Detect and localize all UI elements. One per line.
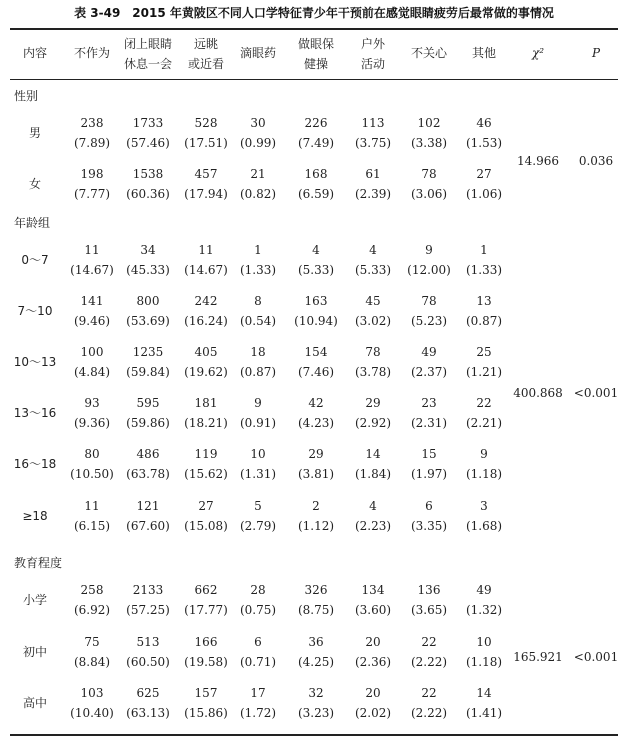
cell-count: 3 bbox=[480, 499, 488, 513]
header-look-far-2: 或近看 bbox=[187, 57, 225, 71]
cell-percent: (1.32) bbox=[465, 603, 503, 617]
cell-count: 662 bbox=[194, 583, 218, 597]
cell-percent: (1.18) bbox=[465, 467, 503, 481]
cell-percent: (1.68) bbox=[465, 519, 503, 533]
cell-percent: (4.84) bbox=[73, 365, 111, 379]
cell-percent: (12.00) bbox=[407, 263, 451, 277]
cell-percent: (3.65) bbox=[410, 603, 448, 617]
cell-count: 595 bbox=[136, 396, 160, 410]
cell-count: 20 bbox=[365, 635, 381, 649]
cell-count: 78 bbox=[421, 167, 437, 181]
cell-count: 1733 bbox=[132, 116, 164, 130]
cell-percent: (53.69) bbox=[126, 314, 170, 328]
cell-count: 61 bbox=[365, 167, 381, 181]
cell-count: 163 bbox=[304, 294, 328, 308]
cell-count: 1538 bbox=[132, 167, 164, 181]
cell-percent: (0.87) bbox=[239, 365, 277, 379]
cell-count: 11 bbox=[84, 243, 100, 257]
cell-count: 28 bbox=[250, 583, 266, 597]
cell-percent: (1.53) bbox=[465, 136, 503, 150]
cell-percent: (19.62) bbox=[184, 365, 228, 379]
row-label: 13～16 bbox=[13, 406, 57, 420]
cell-percent: (57.25) bbox=[126, 603, 170, 617]
cell-percent: (0.91) bbox=[239, 416, 277, 430]
cell-percent: (0.99) bbox=[239, 136, 277, 150]
cell-count: 10 bbox=[250, 447, 266, 461]
header-close-eyes-1: 闭上眼睛 bbox=[123, 37, 173, 51]
cell-count: 4 bbox=[369, 499, 377, 513]
cell-percent: (7.89) bbox=[73, 136, 111, 150]
cell-count: 258 bbox=[80, 583, 104, 597]
group-label: 年龄组 bbox=[14, 216, 51, 230]
cell-count: 154 bbox=[304, 345, 328, 359]
cell-count: 119 bbox=[194, 447, 218, 461]
cell-count: 36 bbox=[308, 635, 324, 649]
cell-percent: (1.41) bbox=[465, 706, 503, 720]
cell-count: 49 bbox=[421, 345, 437, 359]
header-rule bbox=[10, 79, 618, 80]
header-eye-drops: 滴眼药 bbox=[239, 46, 277, 60]
cell-count: 166 bbox=[194, 635, 218, 649]
cell-percent: (10.40) bbox=[70, 706, 114, 720]
cell-percent: (2.39) bbox=[354, 187, 392, 201]
cell-percent: (2.21) bbox=[465, 416, 503, 430]
cell-count: 1235 bbox=[132, 345, 164, 359]
cell-percent: (10.94) bbox=[294, 314, 338, 328]
cell-count: 11 bbox=[84, 499, 100, 513]
cell-percent: (1.18) bbox=[465, 655, 503, 669]
header-p-value: P bbox=[591, 46, 601, 60]
cell-percent: (1.12) bbox=[297, 519, 335, 533]
cell-percent: (7.77) bbox=[73, 187, 111, 201]
header-content: 内容 bbox=[22, 46, 48, 60]
cell-count: 46 bbox=[476, 116, 492, 130]
cell-percent: (1.31) bbox=[239, 467, 277, 481]
cell-count: 800 bbox=[136, 294, 160, 308]
cell-percent: (59.86) bbox=[126, 416, 170, 430]
cell-count: 80 bbox=[84, 447, 100, 461]
cell-count: 29 bbox=[308, 447, 324, 461]
cell-count: 8 bbox=[254, 294, 262, 308]
cell-percent: (3.02) bbox=[354, 314, 392, 328]
cell-percent: (6.59) bbox=[297, 187, 335, 201]
cell-count: 134 bbox=[361, 583, 385, 597]
cell-percent: (1.33) bbox=[465, 263, 503, 277]
cell-count: 4 bbox=[312, 243, 320, 257]
cell-count: 528 bbox=[194, 116, 218, 130]
cell-percent: (59.84) bbox=[126, 365, 170, 379]
cell-percent: (0.71) bbox=[239, 655, 277, 669]
cell-percent: (5.23) bbox=[410, 314, 448, 328]
cell-percent: (2.31) bbox=[410, 416, 448, 430]
cell-percent: (3.78) bbox=[354, 365, 392, 379]
cell-percent: (0.82) bbox=[239, 187, 277, 201]
cell-count: 21 bbox=[250, 167, 266, 181]
chi-square-value: 400.868 bbox=[513, 386, 563, 400]
cell-percent: (60.50) bbox=[126, 655, 170, 669]
header-eye-exercise-1: 做眼保 bbox=[297, 37, 335, 51]
cell-percent: (3.23) bbox=[297, 706, 335, 720]
cell-percent: (60.36) bbox=[126, 187, 170, 201]
cell-count: 1 bbox=[480, 243, 488, 257]
cell-count: 22 bbox=[421, 686, 437, 700]
cell-percent: (1.84) bbox=[354, 467, 392, 481]
cell-percent: (17.94) bbox=[184, 187, 228, 201]
cell-percent: (6.15) bbox=[73, 519, 111, 533]
cell-count: 20 bbox=[365, 686, 381, 700]
cell-percent: (18.21) bbox=[184, 416, 228, 430]
row-label: 16～18 bbox=[13, 457, 57, 471]
cell-count: 103 bbox=[80, 686, 104, 700]
header-outdoor-2: 活动 bbox=[360, 57, 386, 71]
cell-count: 141 bbox=[80, 294, 104, 308]
header-look-far-1: 远眺 bbox=[193, 37, 219, 51]
row-label: 0～7 bbox=[21, 253, 49, 267]
cell-percent: (3.38) bbox=[410, 136, 448, 150]
cell-percent: (8.75) bbox=[297, 603, 335, 617]
cell-count: 93 bbox=[84, 396, 100, 410]
cell-count: 25 bbox=[476, 345, 492, 359]
cell-percent: (5.33) bbox=[297, 263, 335, 277]
cell-percent: (7.46) bbox=[297, 365, 335, 379]
cell-percent: (4.25) bbox=[297, 655, 335, 669]
cell-count: 14 bbox=[476, 686, 492, 700]
cell-count: 136 bbox=[417, 583, 441, 597]
cell-percent: (45.33) bbox=[126, 263, 170, 277]
cell-count: 75 bbox=[84, 635, 100, 649]
cell-percent: (1.21) bbox=[465, 365, 503, 379]
cell-percent: (2.23) bbox=[354, 519, 392, 533]
cell-count: 405 bbox=[194, 345, 218, 359]
cell-count: 11 bbox=[198, 243, 214, 257]
cell-percent: (0.75) bbox=[239, 603, 277, 617]
cell-count: 100 bbox=[80, 345, 104, 359]
cell-count: 45 bbox=[365, 294, 381, 308]
row-label: 初中 bbox=[22, 645, 48, 659]
cell-percent: (1.33) bbox=[239, 263, 277, 277]
cell-percent: (2.22) bbox=[410, 655, 448, 669]
chi-square-value: 14.966 bbox=[517, 154, 559, 168]
cell-count: 5 bbox=[254, 499, 262, 513]
cell-percent: (9.36) bbox=[73, 416, 111, 430]
cell-percent: (63.13) bbox=[126, 706, 170, 720]
cell-count: 42 bbox=[308, 396, 324, 410]
cell-count: 22 bbox=[476, 396, 492, 410]
row-label: 男 bbox=[28, 126, 42, 140]
cell-percent: (3.81) bbox=[297, 467, 335, 481]
p-value: <0.001 bbox=[573, 650, 619, 664]
header-eye-exercise-2: 健操 bbox=[303, 57, 329, 71]
cell-percent: (2.79) bbox=[239, 519, 277, 533]
cell-count: 30 bbox=[250, 116, 266, 130]
cell-count: 113 bbox=[361, 116, 385, 130]
cell-count: 4 bbox=[369, 243, 377, 257]
cell-percent: (14.67) bbox=[184, 263, 228, 277]
cell-count: 32 bbox=[308, 686, 324, 700]
cell-percent: (3.75) bbox=[354, 136, 392, 150]
cell-percent: (63.78) bbox=[126, 467, 170, 481]
cell-count: 27 bbox=[198, 499, 214, 513]
cell-percent: (2.92) bbox=[354, 416, 392, 430]
cell-count: 1 bbox=[254, 243, 262, 257]
cell-percent: (1.06) bbox=[465, 187, 503, 201]
cell-count: 29 bbox=[365, 396, 381, 410]
row-label: 高中 bbox=[22, 696, 48, 710]
cell-count: 23 bbox=[421, 396, 437, 410]
cell-percent: (6.92) bbox=[73, 603, 111, 617]
cell-percent: (2.22) bbox=[410, 706, 448, 720]
cell-percent: (7.49) bbox=[297, 136, 335, 150]
row-label: ≥18 bbox=[22, 509, 48, 523]
cell-percent: (15.62) bbox=[184, 467, 228, 481]
cell-percent: (17.77) bbox=[184, 603, 228, 617]
cell-count: 226 bbox=[304, 116, 328, 130]
cell-count: 15 bbox=[421, 447, 437, 461]
cell-percent: (67.60) bbox=[126, 519, 170, 533]
cell-count: 513 bbox=[136, 635, 160, 649]
row-label: 小学 bbox=[22, 593, 48, 607]
group-label: 性别 bbox=[14, 89, 39, 103]
cell-count: 198 bbox=[80, 167, 104, 181]
top-rule bbox=[10, 28, 618, 30]
cell-percent: (19.58) bbox=[184, 655, 228, 669]
cell-count: 238 bbox=[80, 116, 104, 130]
cell-count: 78 bbox=[365, 345, 381, 359]
cell-percent: (2.37) bbox=[410, 365, 448, 379]
header-close-eyes-2: 休息一会 bbox=[123, 57, 173, 71]
cell-percent: (15.86) bbox=[184, 706, 228, 720]
cell-percent: (14.67) bbox=[70, 263, 114, 277]
cell-percent: (4.23) bbox=[297, 416, 335, 430]
chi-square-value: 165.921 bbox=[513, 650, 563, 664]
cell-percent: (1.72) bbox=[239, 706, 277, 720]
cell-percent: (8.84) bbox=[73, 655, 111, 669]
cell-count: 78 bbox=[421, 294, 437, 308]
cell-percent: (0.54) bbox=[239, 314, 277, 328]
header-outdoor-1: 户外 bbox=[360, 37, 386, 51]
row-label: 7～10 bbox=[17, 304, 53, 318]
cell-count: 2133 bbox=[132, 583, 164, 597]
p-value: <0.001 bbox=[573, 386, 619, 400]
cell-percent: (2.36) bbox=[354, 655, 392, 669]
cell-count: 326 bbox=[304, 583, 328, 597]
cell-count: 27 bbox=[476, 167, 492, 181]
cell-percent: (2.02) bbox=[354, 706, 392, 720]
cell-count: 486 bbox=[136, 447, 160, 461]
header-no-action: 不作为 bbox=[73, 46, 111, 60]
cell-count: 457 bbox=[194, 167, 218, 181]
bottom-rule bbox=[10, 734, 618, 736]
cell-count: 625 bbox=[136, 686, 160, 700]
cell-count: 49 bbox=[476, 583, 492, 597]
cell-count: 2 bbox=[312, 499, 320, 513]
cell-percent: (3.60) bbox=[354, 603, 392, 617]
row-label: 10～13 bbox=[13, 355, 57, 369]
table-title: 表 3-49 2015 年黄陂区不同人口学特征青少年干预前在感觉眼睛疲劳后最常做的事情况 bbox=[74, 6, 554, 20]
cell-count: 18 bbox=[250, 345, 266, 359]
cell-count: 6 bbox=[254, 635, 262, 649]
cell-count: 121 bbox=[136, 499, 160, 513]
header-chi-square: χ² bbox=[531, 46, 545, 60]
cell-percent: (5.33) bbox=[354, 263, 392, 277]
cell-count: 13 bbox=[476, 294, 492, 308]
cell-percent: (3.06) bbox=[410, 187, 448, 201]
cell-percent: (9.46) bbox=[73, 314, 111, 328]
cell-percent: (10.50) bbox=[70, 467, 114, 481]
cell-count: 102 bbox=[417, 116, 441, 130]
cell-percent: (16.24) bbox=[184, 314, 228, 328]
cell-count: 34 bbox=[140, 243, 156, 257]
cell-percent: (17.51) bbox=[184, 136, 228, 150]
cell-count: 157 bbox=[194, 686, 218, 700]
cell-count: 242 bbox=[194, 294, 218, 308]
cell-count: 22 bbox=[421, 635, 437, 649]
p-value: 0.036 bbox=[578, 154, 614, 168]
cell-count: 181 bbox=[194, 396, 218, 410]
cell-percent: (57.46) bbox=[126, 136, 170, 150]
cell-count: 17 bbox=[250, 686, 266, 700]
cell-count: 168 bbox=[304, 167, 328, 181]
cell-percent: (1.97) bbox=[410, 467, 448, 481]
row-label: 女 bbox=[28, 177, 42, 191]
cell-percent: (15.08) bbox=[184, 519, 228, 533]
cell-count: 9 bbox=[254, 396, 262, 410]
cell-percent: (0.87) bbox=[465, 314, 503, 328]
header-dont-care: 不关心 bbox=[410, 46, 448, 60]
cell-percent: (3.35) bbox=[410, 519, 448, 533]
cell-count: 6 bbox=[425, 499, 433, 513]
cell-count: 9 bbox=[425, 243, 433, 257]
header-other: 其他 bbox=[471, 46, 497, 60]
cell-count: 14 bbox=[365, 447, 381, 461]
cell-count: 9 bbox=[480, 447, 488, 461]
cell-count: 10 bbox=[476, 635, 492, 649]
group-label: 教育程度 bbox=[14, 556, 63, 570]
